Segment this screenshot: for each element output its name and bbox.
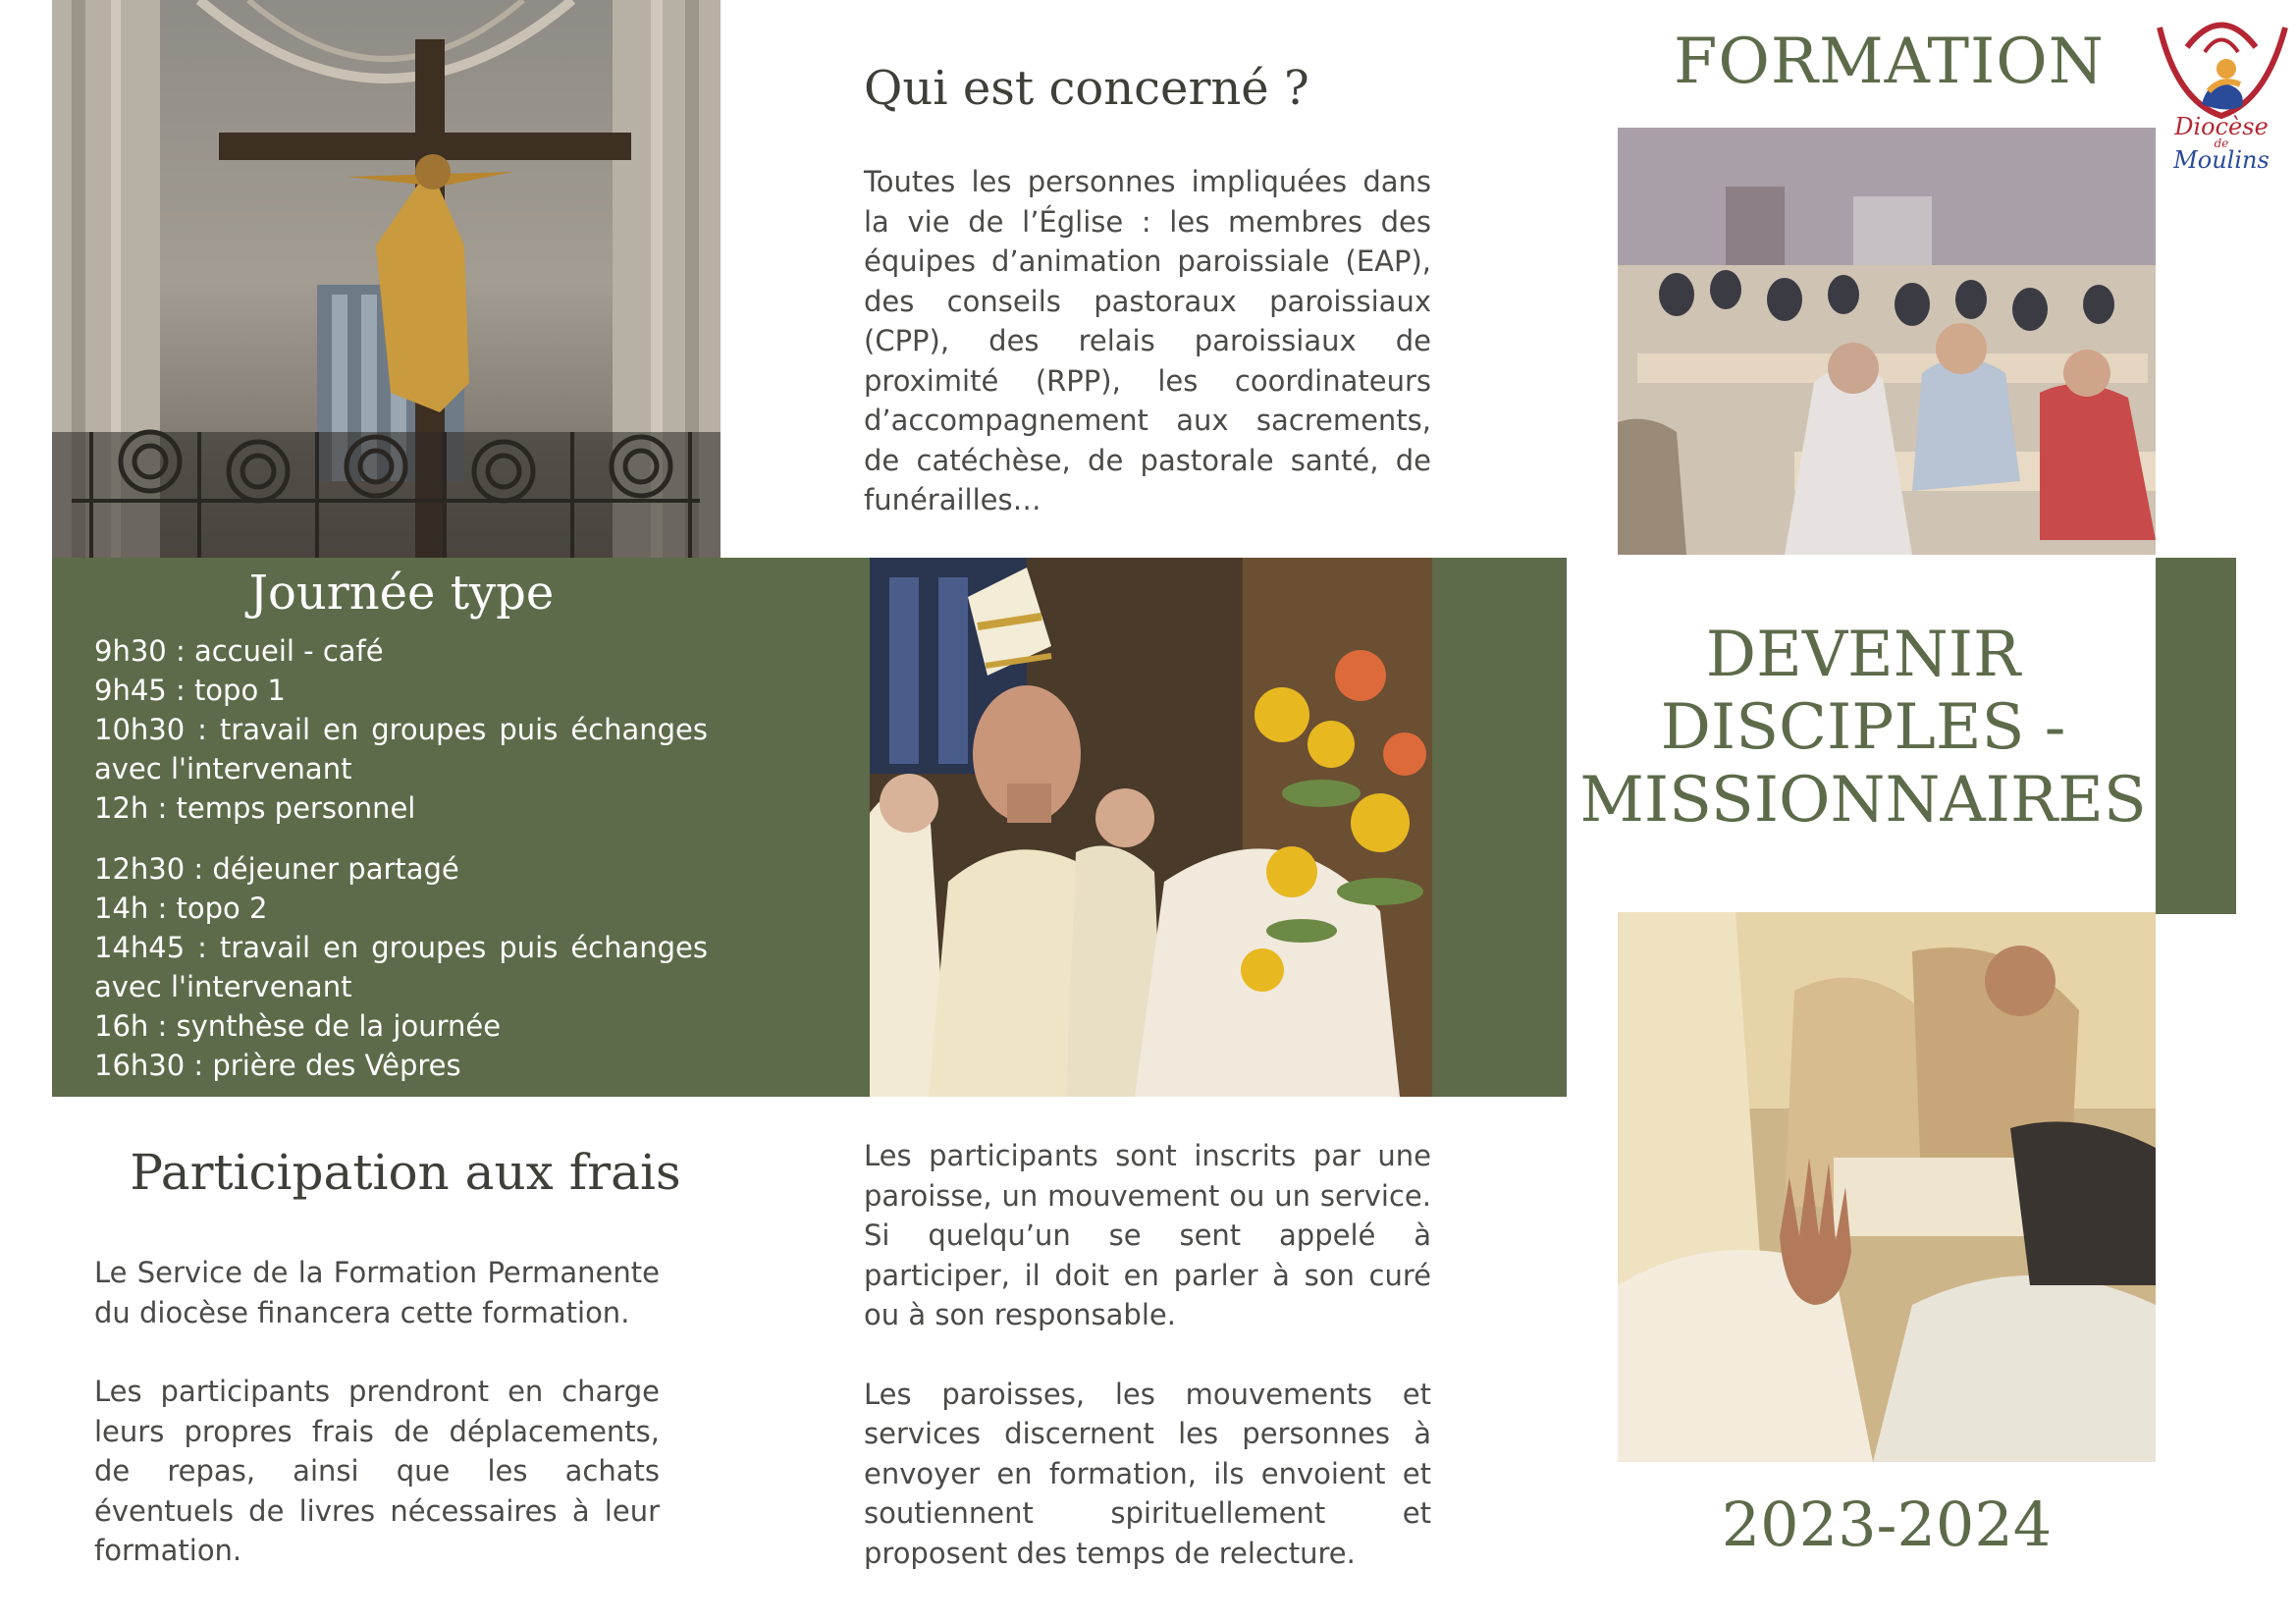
frais-text bbox=[94, 1253, 660, 1571]
inscription-paragraph-1: Les participants sont inscrits par une paroisse, un mouvement ou un service. Si quelqu’un se sent appelé à participer, il doit en parler à son curé ou à son responsable. bbox=[864, 1139, 1431, 1331]
meeting-photo bbox=[1618, 128, 2156, 555]
bishop-photo bbox=[870, 558, 1432, 1097]
schedule-item: 14h45 : travail en groupes puis échanges avec l'intervenant bbox=[94, 931, 708, 1003]
schedule-gap bbox=[94, 828, 708, 849]
main-title-line1: DEVENIR bbox=[1705, 619, 2021, 691]
schedule-item: 16h30 : prière des Vêpres bbox=[94, 1049, 461, 1082]
diocese-logo bbox=[2148, 8, 2295, 185]
schedule-item: 12h30 : déjeuner partagé bbox=[94, 852, 459, 886]
logo-text bbox=[2148, 113, 2295, 174]
year-label: 2023-2024 bbox=[1721, 1489, 2053, 1560]
concerne-heading: Qui est concerné ? bbox=[864, 61, 1309, 116]
schedule-morning-list bbox=[94, 631, 708, 828]
main-title-line3: MISSIONNAIRES bbox=[1579, 764, 2147, 837]
journee-heading: Journée type bbox=[248, 566, 555, 621]
frais-paragraph-gap bbox=[94, 1332, 660, 1372]
inscription-text bbox=[864, 1136, 1431, 1573]
journee-schedule bbox=[94, 631, 708, 1085]
schedule-item: 10h30 : travail en groupes puis échanges avec l'intervenant bbox=[94, 713, 708, 785]
blessing-hand-photo bbox=[1618, 912, 2156, 1462]
schedule-item: 12h : temps personnel bbox=[94, 791, 416, 825]
schedule-item: 16h : synthèse de la journée bbox=[94, 1009, 502, 1043]
concerne-text: Toutes les personnes impliquées dans la vie de l’Église : les membres des équipes d’animation paroissiale (EAP), des conseils pastoraux paroissiaux (CPP), des relais paroissiaux de proximité (RPP), les coordinateurs d’accompagnement aux sacrements, de catéchèse, de pastorale santé, de funérailles… bbox=[864, 165, 1431, 516]
schedule-item: 14h : topo 2 bbox=[94, 892, 268, 925]
frais-heading: Participation aux frais bbox=[130, 1144, 681, 1201]
logo-text-line3: Moulins bbox=[2173, 146, 2269, 174]
inscription-paragraph-2: Les paroisses, les mouvements et services discernent les personnes à envoyer en formation, ils envoient et soutiennent spirituellement et proposent des temps de relecture. bbox=[864, 1377, 1431, 1570]
logo-text-line1: Diocèse bbox=[2174, 113, 2269, 140]
title-accent-bar bbox=[2156, 558, 2236, 914]
logo-text-line2: de bbox=[2214, 136, 2229, 150]
formation-label: FORMATION bbox=[1674, 26, 2105, 98]
main-title bbox=[1571, 619, 2156, 837]
frais-paragraph-1: Le Service de la Formation Permanente du diocèse financera cette formation. bbox=[94, 1256, 660, 1329]
main-title-line2: DISCIPLES - bbox=[1660, 691, 2066, 764]
schedule-item: 9h45 : topo 1 bbox=[94, 674, 286, 707]
schedule-item: 9h30 : accueil - café bbox=[94, 634, 384, 668]
schedule-afternoon-list bbox=[94, 849, 708, 1085]
crucifix-photo bbox=[52, 0, 721, 560]
frais-paragraph-2: Les participants prendront en charge leurs propres frais de déplacements, de repas, ainsi que les achats éventuels de livres nécessaires à leur formation. bbox=[94, 1375, 660, 1567]
inscription-paragraph-gap bbox=[864, 1335, 1431, 1375]
